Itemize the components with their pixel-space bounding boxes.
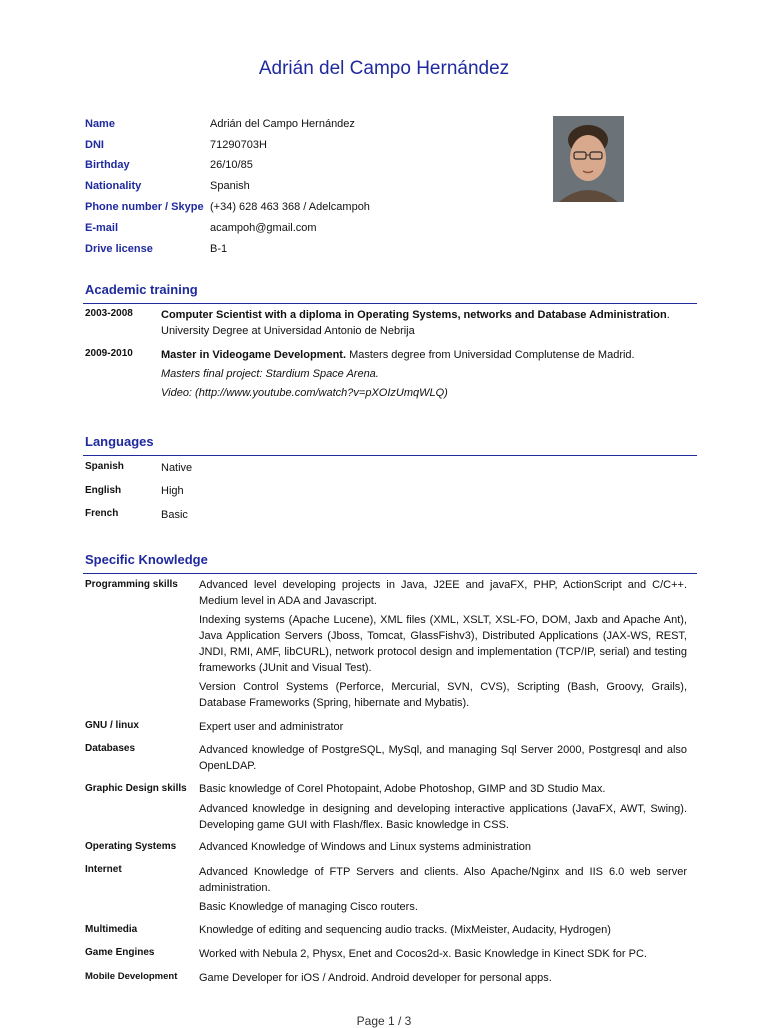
skill-label: Multimedia <box>85 924 138 935</box>
value-email: acampoh@gmail.com <box>210 222 317 234</box>
language-name: French <box>85 508 119 519</box>
section-academic-heading: Academic training <box>85 282 198 297</box>
skill-text: Advanced Knowledge of Windows and Linux systems administration <box>199 841 532 853</box>
section-languages-heading: Languages <box>85 434 154 449</box>
skill-text: Expert user and administrator <box>199 721 344 733</box>
label-nationality: Nationality <box>85 180 142 192</box>
label-drive-license: Drive license <box>85 243 153 255</box>
skill-text: Indexing systems (Apache Lucene), XML files (XML, XSLT, XSL-FO, DOM, Jaxb and Apache Ant), Java Application Servers (Jboss, Tomcat, GlassFishv3), Distributed Applications (JAX-WS, REST, JNDI, RMI, AMF, libCURL), network protocol design and implementation (TCP/IP, serial) and testing frameworks (JUnit and Visual Test). <box>199 614 687 674</box>
skill-label: Internet <box>85 864 122 875</box>
label-name: Name <box>85 118 115 130</box>
value-name: Adrián del Campo Hernández <box>210 118 355 130</box>
label-birthday: Birthday <box>85 159 130 171</box>
skill-label: Programming skills <box>85 579 178 590</box>
value-dni: 71290703H <box>210 139 267 151</box>
academic-project: Masters final project: Stardium Space Arena. <box>161 368 379 380</box>
academic-title: Computer Scientist with a diploma in Operating Systems, networks and Database Administration <box>161 309 667 321</box>
skill-text: Version Control Systems (Perforce, Mercurial, SVN, CVS), Scripting (Bash, Groovy, Grails), Database Frameworks (Spring, hibernate and Mybatis). <box>199 681 687 709</box>
academic-years: 2003-2008 <box>85 308 133 319</box>
label-email: E-mail <box>85 222 119 234</box>
label-phone: Phone number / Skype <box>85 201 204 213</box>
value-drive-license: B-1 <box>210 243 228 255</box>
section-divider <box>83 455 697 456</box>
section-divider <box>83 573 697 574</box>
value-phone: (+34) 628 463 368 / Adelcampoh <box>210 201 370 213</box>
skill-text: Advanced Knowledge of FTP Servers and clients. Also Apache/Nginx and IIS 6.0 web server administration. <box>199 866 687 894</box>
skill-label: Graphic Design skills <box>85 783 187 794</box>
language-name: Spanish <box>85 461 124 472</box>
language-level: High <box>161 485 184 497</box>
section-divider <box>83 303 697 304</box>
language-name: English <box>85 485 122 496</box>
language-level: Basic <box>161 509 188 521</box>
academic-title-suffix: Masters degree from Universidad Complutense de Madrid. <box>346 349 635 361</box>
page-title: Adrián del Campo Hernández <box>258 58 510 79</box>
value-nationality: Spanish <box>210 180 250 192</box>
skill-label: Databases <box>85 743 136 754</box>
academic-video-link: Video: (http://www.youtube.com/watch?v=pXOIzUmqWLQ) <box>161 387 448 399</box>
academic-description <box>161 347 701 401</box>
skill-text: Advanced knowledge in designing and developing interactive applications (JavaFX, AWT, Swing). Developing game GUI with Flash/flex. Basic knowledge in CSS. <box>199 803 687 831</box>
label-dni: DNI <box>85 139 104 151</box>
skill-text: Advanced knowledge of PostgreSQL, MySql, and managing Sql Server 2000, Postgresql and also OpenLDAP. <box>199 744 687 772</box>
section-knowledge-heading: Specific Knowledge <box>85 552 208 567</box>
academic-institution: University Degree at Universidad Antonio de Nebrija <box>161 325 415 337</box>
skill-label: Mobile Development <box>85 971 178 982</box>
skill-label: GNU / linux <box>85 720 139 731</box>
skill-text: Basic Knowledge of managing Cisco routers. <box>199 901 418 913</box>
page-number: Page 1 / 3 <box>356 1014 412 1028</box>
skill-label: Operating Systems <box>85 841 177 852</box>
skill-text: Basic knowledge of Corel Photopaint, Adobe Photoshop, GIMP and 3D Studio Max. <box>199 783 606 795</box>
skill-text: Knowledge of editing and sequencing audio tracks. (MixMeister, Audacity, Hydrogen) <box>199 924 611 936</box>
academic-title: Master in Videogame Development. <box>161 349 347 361</box>
academic-title-suffix: . <box>666 309 670 321</box>
skill-text: Worked with Nebula 2, Physx, Enet and Cocos2d-x. Basic Knowledge in Kinect SDK for PC. <box>199 948 647 960</box>
skill-text: Advanced level developing projects in Java, J2EE and javaFX, PHP, ActionScript and C/C++. Medium level in ADA and Javascript. <box>199 579 687 607</box>
value-birthday: 26/10/85 <box>210 159 253 171</box>
academic-years: 2009-2010 <box>85 348 133 359</box>
profile-photo <box>553 116 624 202</box>
academic-description <box>161 307 701 339</box>
language-level: Native <box>161 462 193 474</box>
skill-text: Game Developer for iOS / Android. Android developer for personal apps. <box>199 972 552 984</box>
skill-label: Game Engines <box>85 947 155 958</box>
